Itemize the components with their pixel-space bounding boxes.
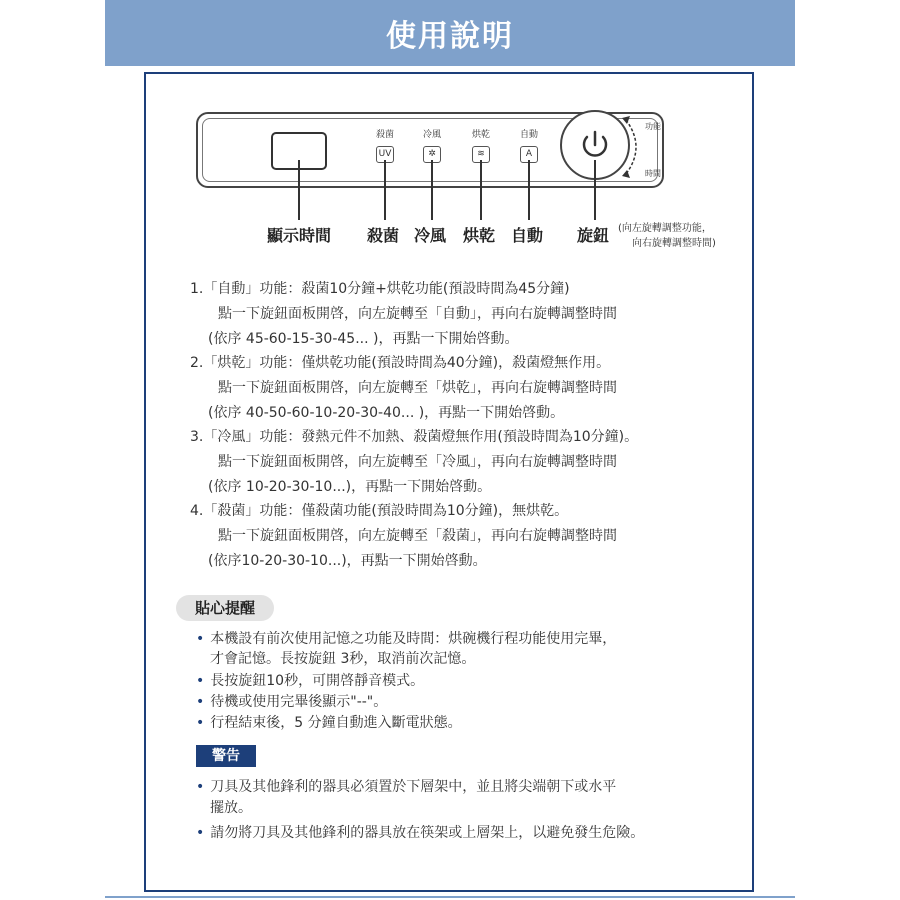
- warning-item-1: [196, 776, 616, 796]
- mode-auto-label: 自動: [519, 130, 538, 140]
- label-knob: 旋鈕: [577, 226, 610, 245]
- warning-item-2-text: 請勿將刀具及其他鋒利的器具放在筷架或上層架上，以避免發生危險。: [210, 825, 645, 841]
- leader-auto: [528, 160, 530, 220]
- tips-heading: 貼心提醒: [176, 595, 274, 621]
- leader-knob: [594, 160, 596, 220]
- tip-item-1-cont: [210, 648, 475, 668]
- tip-item-1: [196, 628, 616, 648]
- knob-note-line-2: 向右旋轉調整時間): [632, 238, 716, 249]
- bottom-divider: [105, 896, 795, 898]
- tip-item-2-text: 長按旋鈕10秒，可開啓靜音模式。: [210, 673, 425, 689]
- bullet-icon: •: [196, 673, 205, 689]
- warning-item-1-cont-text: 擺放。: [210, 800, 252, 816]
- knob-note-line-1: (向左旋轉調整功能，: [618, 223, 712, 234]
- instruction-1-title: 1.「自動」功能：殺菌10分鐘+烘乾功能(預設時間為45分鐘): [190, 281, 570, 297]
- auto-icon: A: [520, 146, 538, 163]
- instruction-1-step: 點一下旋鈕面板開啓，向左旋轉至「自動」，再向右旋轉調整時間: [218, 306, 617, 322]
- instruction-3-step: 點一下旋鈕面板開啓，向左旋轉至「冷風」，再向右旋轉調整時間: [218, 454, 617, 470]
- instruction-2-title: 2.「烘乾」功能：僅烘乾功能(預設時間為40分鐘)，殺菌燈無作用。: [190, 355, 611, 371]
- mode-sterilize-label: 殺菌: [375, 130, 394, 140]
- instruction-4-sequence: (依序10-20-30-10...)，再點一下開始啓動。: [208, 553, 487, 569]
- instruction-3-sequence: (依序 10-20-30-10...)，再點一下開始啓動。: [208, 479, 492, 495]
- bullet-icon: •: [196, 631, 205, 647]
- uv-icon: UV: [376, 146, 394, 163]
- tip-item-2: [196, 670, 424, 690]
- instruction-4-step: 點一下旋鈕面板開啓，向左旋轉至「殺菌」，再向右旋轉調整時間: [218, 528, 617, 544]
- label-display-time: 顯示時間: [267, 226, 332, 245]
- leader-sterilize: [384, 160, 386, 220]
- mode-cool-air-label: 冷風: [422, 130, 441, 140]
- header-banner: [105, 0, 795, 66]
- instruction-1-sequence: (依序 45-60-15-30-45... )，再點一下開始啓動。: [208, 331, 519, 347]
- heat-icon: ≋: [472, 146, 490, 163]
- warning-item-1-text: 刀具及其他鋒利的器具必須置於下層架中，並且將尖端朝下或水平: [210, 779, 617, 795]
- tip-item-1-cont-text: 才會記憶。長按旋鈕 3秒，取消前次記憶。: [210, 651, 476, 667]
- warning-item-2: [196, 822, 644, 842]
- warning-heading: 警告: [196, 745, 256, 767]
- instruction-4-title: 4.「殺菌」功能：僅殺菌功能(預設時間為10分鐘)，無烘乾。: [190, 503, 569, 519]
- mode-dry: [461, 130, 501, 163]
- tip-item-4-text: 行程結束後，5 分鐘自動進入斷電狀態。: [210, 715, 462, 731]
- page-title: 使用說明: [386, 19, 514, 54]
- leader-dry: [480, 160, 482, 220]
- instruction-2-sequence: (依序 40-50-60-10-20-30-40... )，再點一下開始啓動。: [208, 405, 565, 421]
- leader-display: [298, 160, 300, 220]
- tip-item-1-text: 本機設有前次使用記憶之功能及時間：烘碗機行程功能使用完畢，: [210, 631, 617, 647]
- mode-auto: [509, 130, 549, 163]
- mode-sterilize: [365, 130, 405, 163]
- bullet-icon: •: [196, 779, 205, 795]
- tip-item-3: [196, 691, 387, 711]
- knob-function-label: 功能: [645, 122, 661, 131]
- bullet-icon: •: [196, 694, 205, 710]
- bullet-icon: •: [196, 825, 205, 841]
- label-dry: 烘乾: [463, 226, 496, 245]
- label-cool-air: 冷風: [414, 226, 447, 245]
- warning-item-1-cont: [210, 797, 252, 817]
- fan-icon: ✲: [423, 146, 441, 163]
- mode-cool-air: [412, 130, 452, 163]
- instruction-2-step: 點一下旋鈕面板開啓，向左旋轉至「烘乾」，再向右旋轉調整時間: [218, 380, 617, 396]
- mode-dry-label: 烘乾: [471, 130, 490, 140]
- knob-note: [618, 221, 716, 251]
- knob-time-label: 時間: [645, 169, 661, 178]
- tip-item-4: [196, 712, 462, 732]
- bullet-icon: •: [196, 715, 205, 731]
- label-sterilize: 殺菌: [367, 226, 400, 245]
- instruction-3-title: 3.「冷風」功能：發熱元件不加熱、殺菌燈無作用(預設時間為10分鐘)。: [190, 429, 639, 445]
- tip-item-3-text: 待機或使用完畢後顯示"--"。: [210, 694, 388, 710]
- label-auto: 自動: [511, 226, 544, 245]
- leader-cool-air: [431, 160, 433, 220]
